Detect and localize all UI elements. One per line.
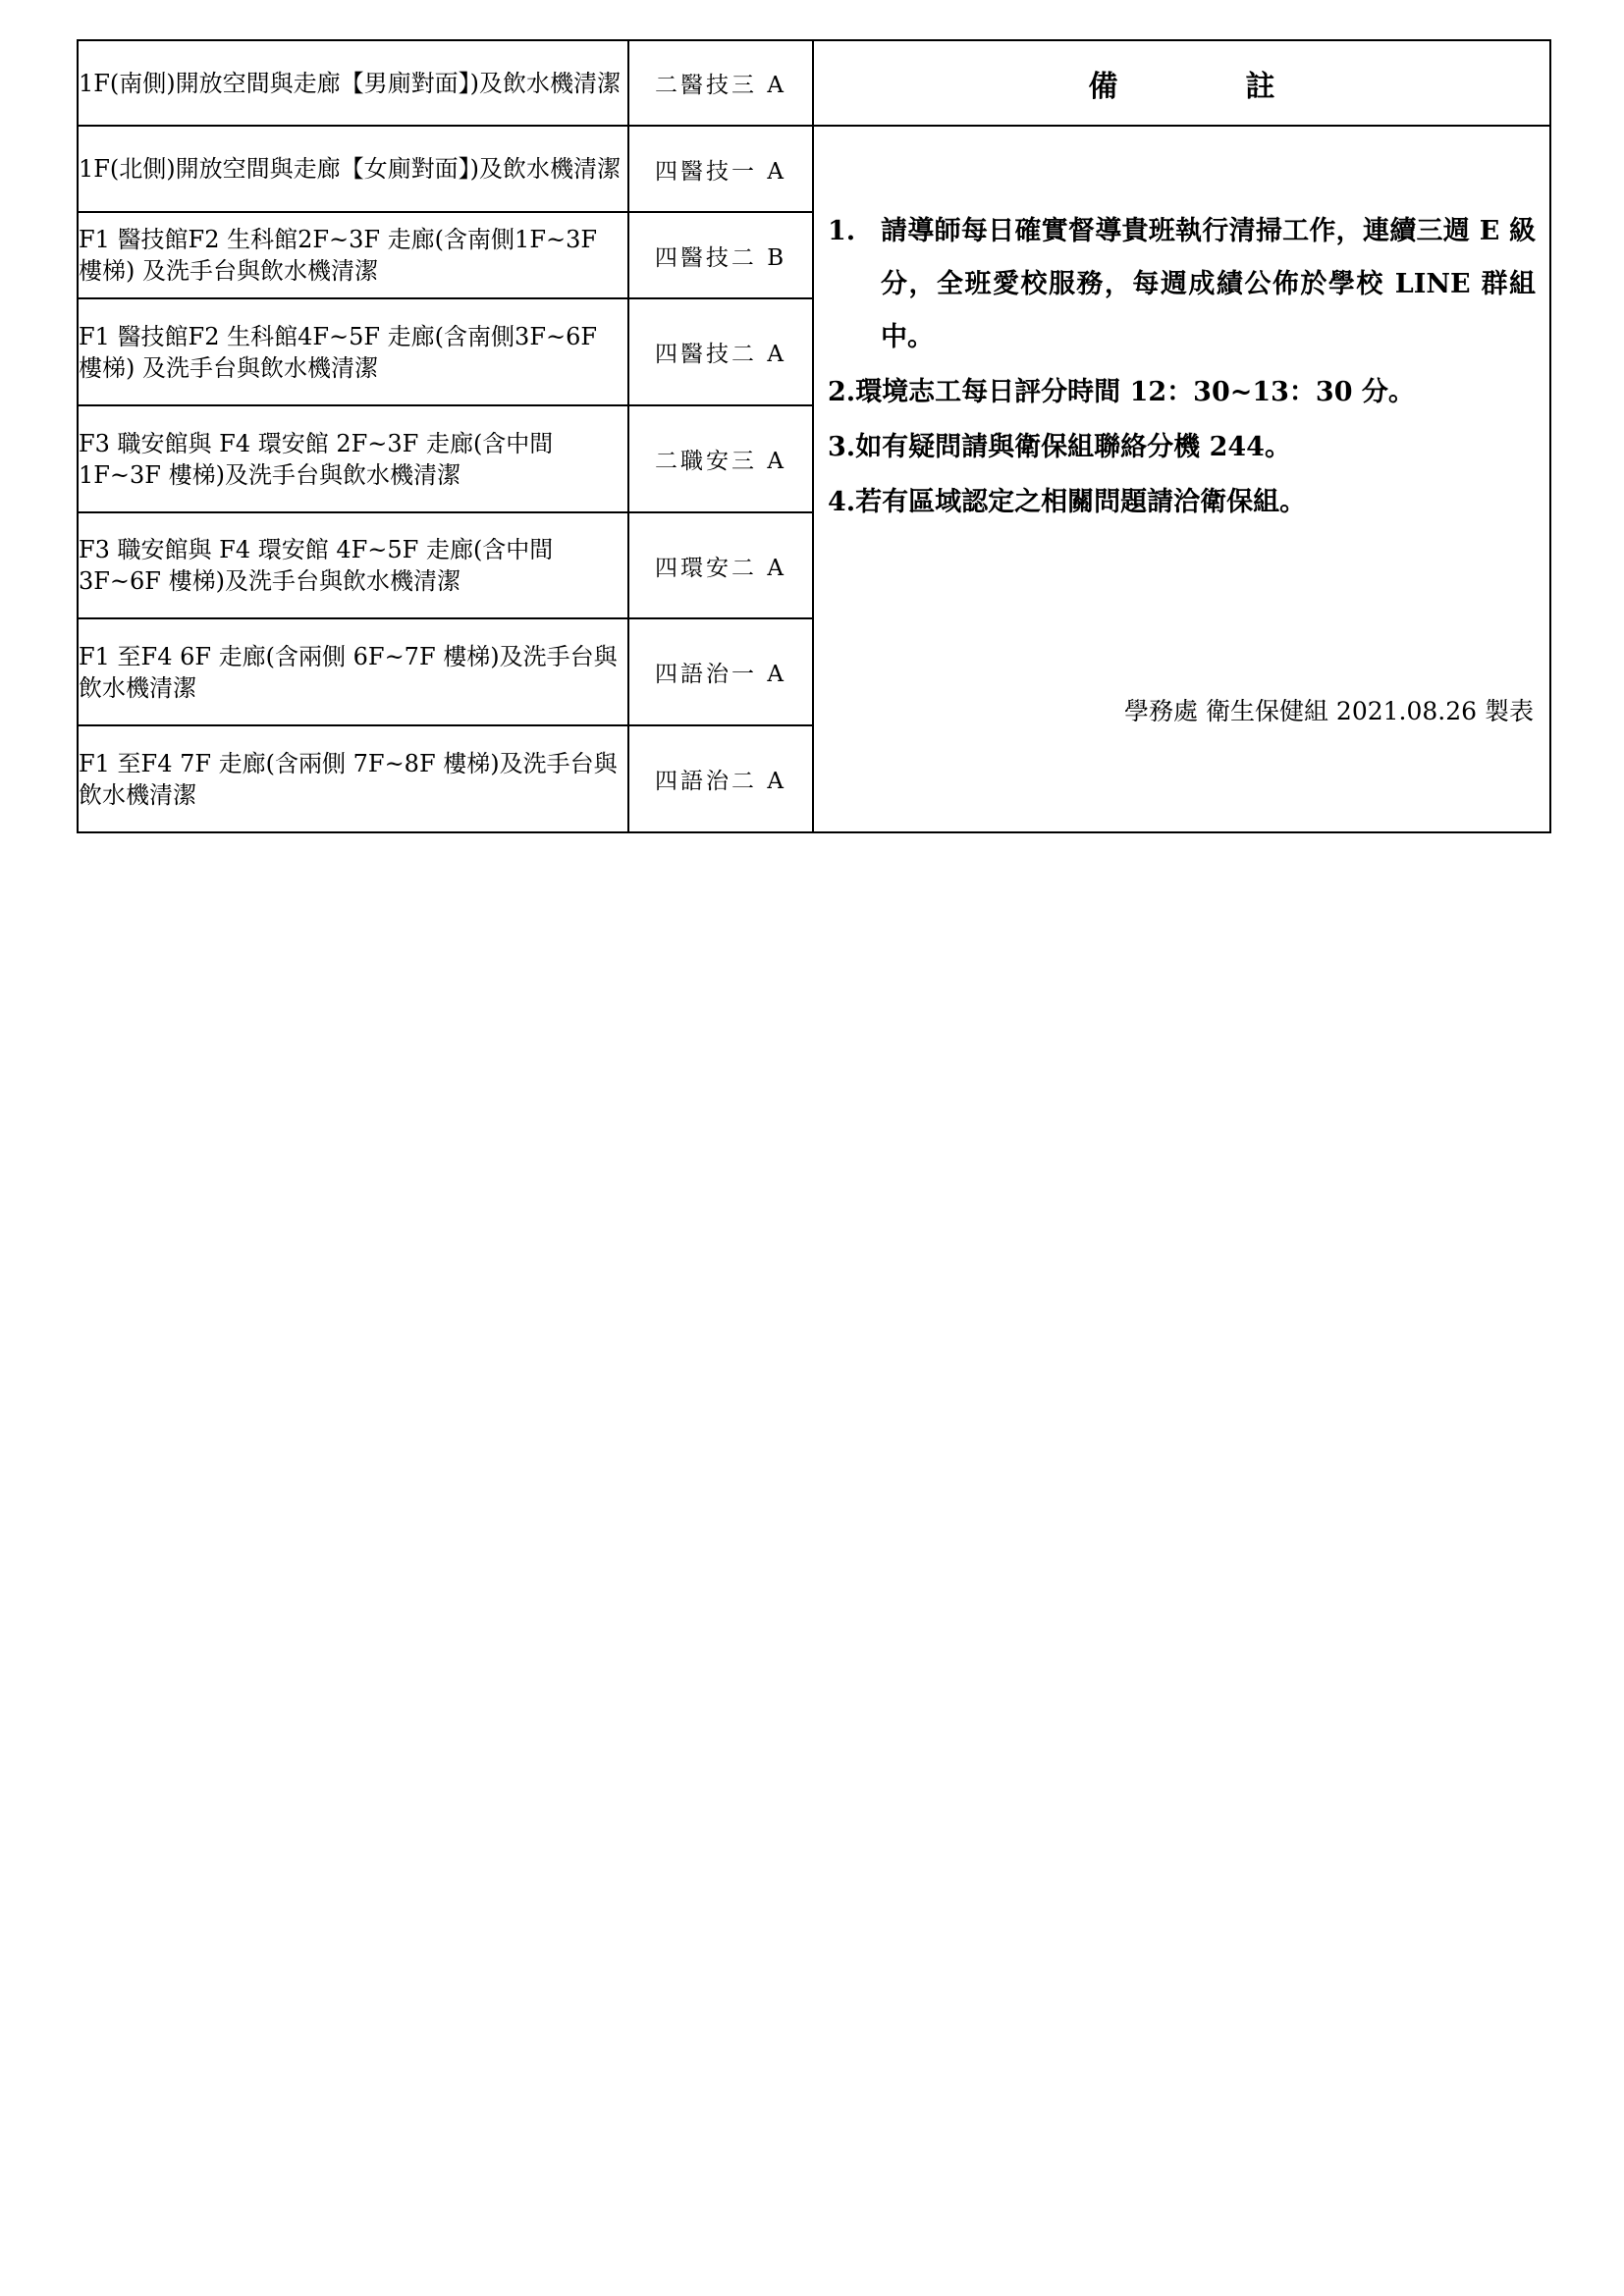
area-cell: 1F(南側)開放空間與走廊【男廁對面】)及飲水機清潔 bbox=[78, 40, 628, 126]
remarks-heading bbox=[813, 40, 1550, 126]
area-cell: F1 醫技館F2 生科館2F~3F 走廊(含南側1F~3F 樓梯) 及洗手台與飲水機清潔 bbox=[78, 212, 628, 298]
remark-text: 如有疑問請與衛保組聯絡分機 244。 bbox=[855, 432, 1291, 462]
remark-text: 環境志工每日評分時間 12：30~13：30 分。 bbox=[855, 377, 1415, 407]
class-cell: 四醫技一 A bbox=[628, 126, 813, 212]
remark-number: 1. bbox=[828, 216, 856, 246]
remark-text: 請導師每日確實督導貴班執行清掃工作，連續三週 E 級分，全班愛校服務，每週成績公佈於學校 LINE 群組中。 bbox=[881, 216, 1536, 352]
table-maker-credit: 學務處 衛生保健組 2021.08.26 製表 bbox=[1124, 697, 1534, 725]
area-cell: 1F(北側)開放空間與走廊【女廁對面】)及飲水機清潔 bbox=[78, 126, 628, 212]
class-cell: 四醫技二 B bbox=[628, 212, 813, 298]
remark-number: 2. bbox=[828, 377, 856, 407]
class-cell: 四醫技二 A bbox=[628, 298, 813, 405]
remark-text: 若有區域認定之相關問題請洽衛保組。 bbox=[855, 487, 1307, 517]
remark-number: 3. bbox=[828, 432, 856, 462]
class-cell: 二醫技三 A bbox=[628, 40, 813, 126]
class-cell: 四語治二 A bbox=[628, 725, 813, 832]
table-row bbox=[78, 126, 1550, 212]
table-row bbox=[78, 40, 1550, 126]
cleaning-duty-table bbox=[77, 39, 1551, 833]
area-cell: F1 至F4 7F 走廊(含兩側 7F~8F 樓梯)及洗手台與飲水機清潔 bbox=[78, 725, 628, 832]
remarks-heading-part2: 註 bbox=[1245, 69, 1275, 104]
area-cell: F3 職安館與 F4 環安館 2F~3F 走廊(含中間 1F~3F 樓梯)及洗手台與飲水機清潔 bbox=[78, 405, 628, 512]
class-cell: 四環安二 A bbox=[628, 512, 813, 618]
remark-item bbox=[828, 476, 1536, 529]
remarks-heading-part1: 備 bbox=[1088, 69, 1118, 104]
area-cell: F1 醫技館F2 生科館4F~5F 走廊(含南側3F~6F 樓梯) 及洗手台與飲水機清潔 bbox=[78, 298, 628, 405]
class-cell: 四語治一 A bbox=[628, 618, 813, 725]
remark-item bbox=[828, 421, 1536, 474]
area-cell: F3 職安館與 F4 環安館 4F~5F 走廊(含中間 3F~6F 樓梯)及洗手台與飲水機清潔 bbox=[78, 512, 628, 618]
remarks-cell bbox=[813, 126, 1550, 832]
remark-number: 4. bbox=[828, 487, 856, 517]
remark-item bbox=[828, 205, 1536, 364]
class-cell: 二職安三 A bbox=[628, 405, 813, 512]
remark-item bbox=[828, 366, 1536, 419]
area-cell: F1 至F4 6F 走廊(含兩側 6F~7F 樓梯)及洗手台與飲水機清潔 bbox=[78, 618, 628, 725]
